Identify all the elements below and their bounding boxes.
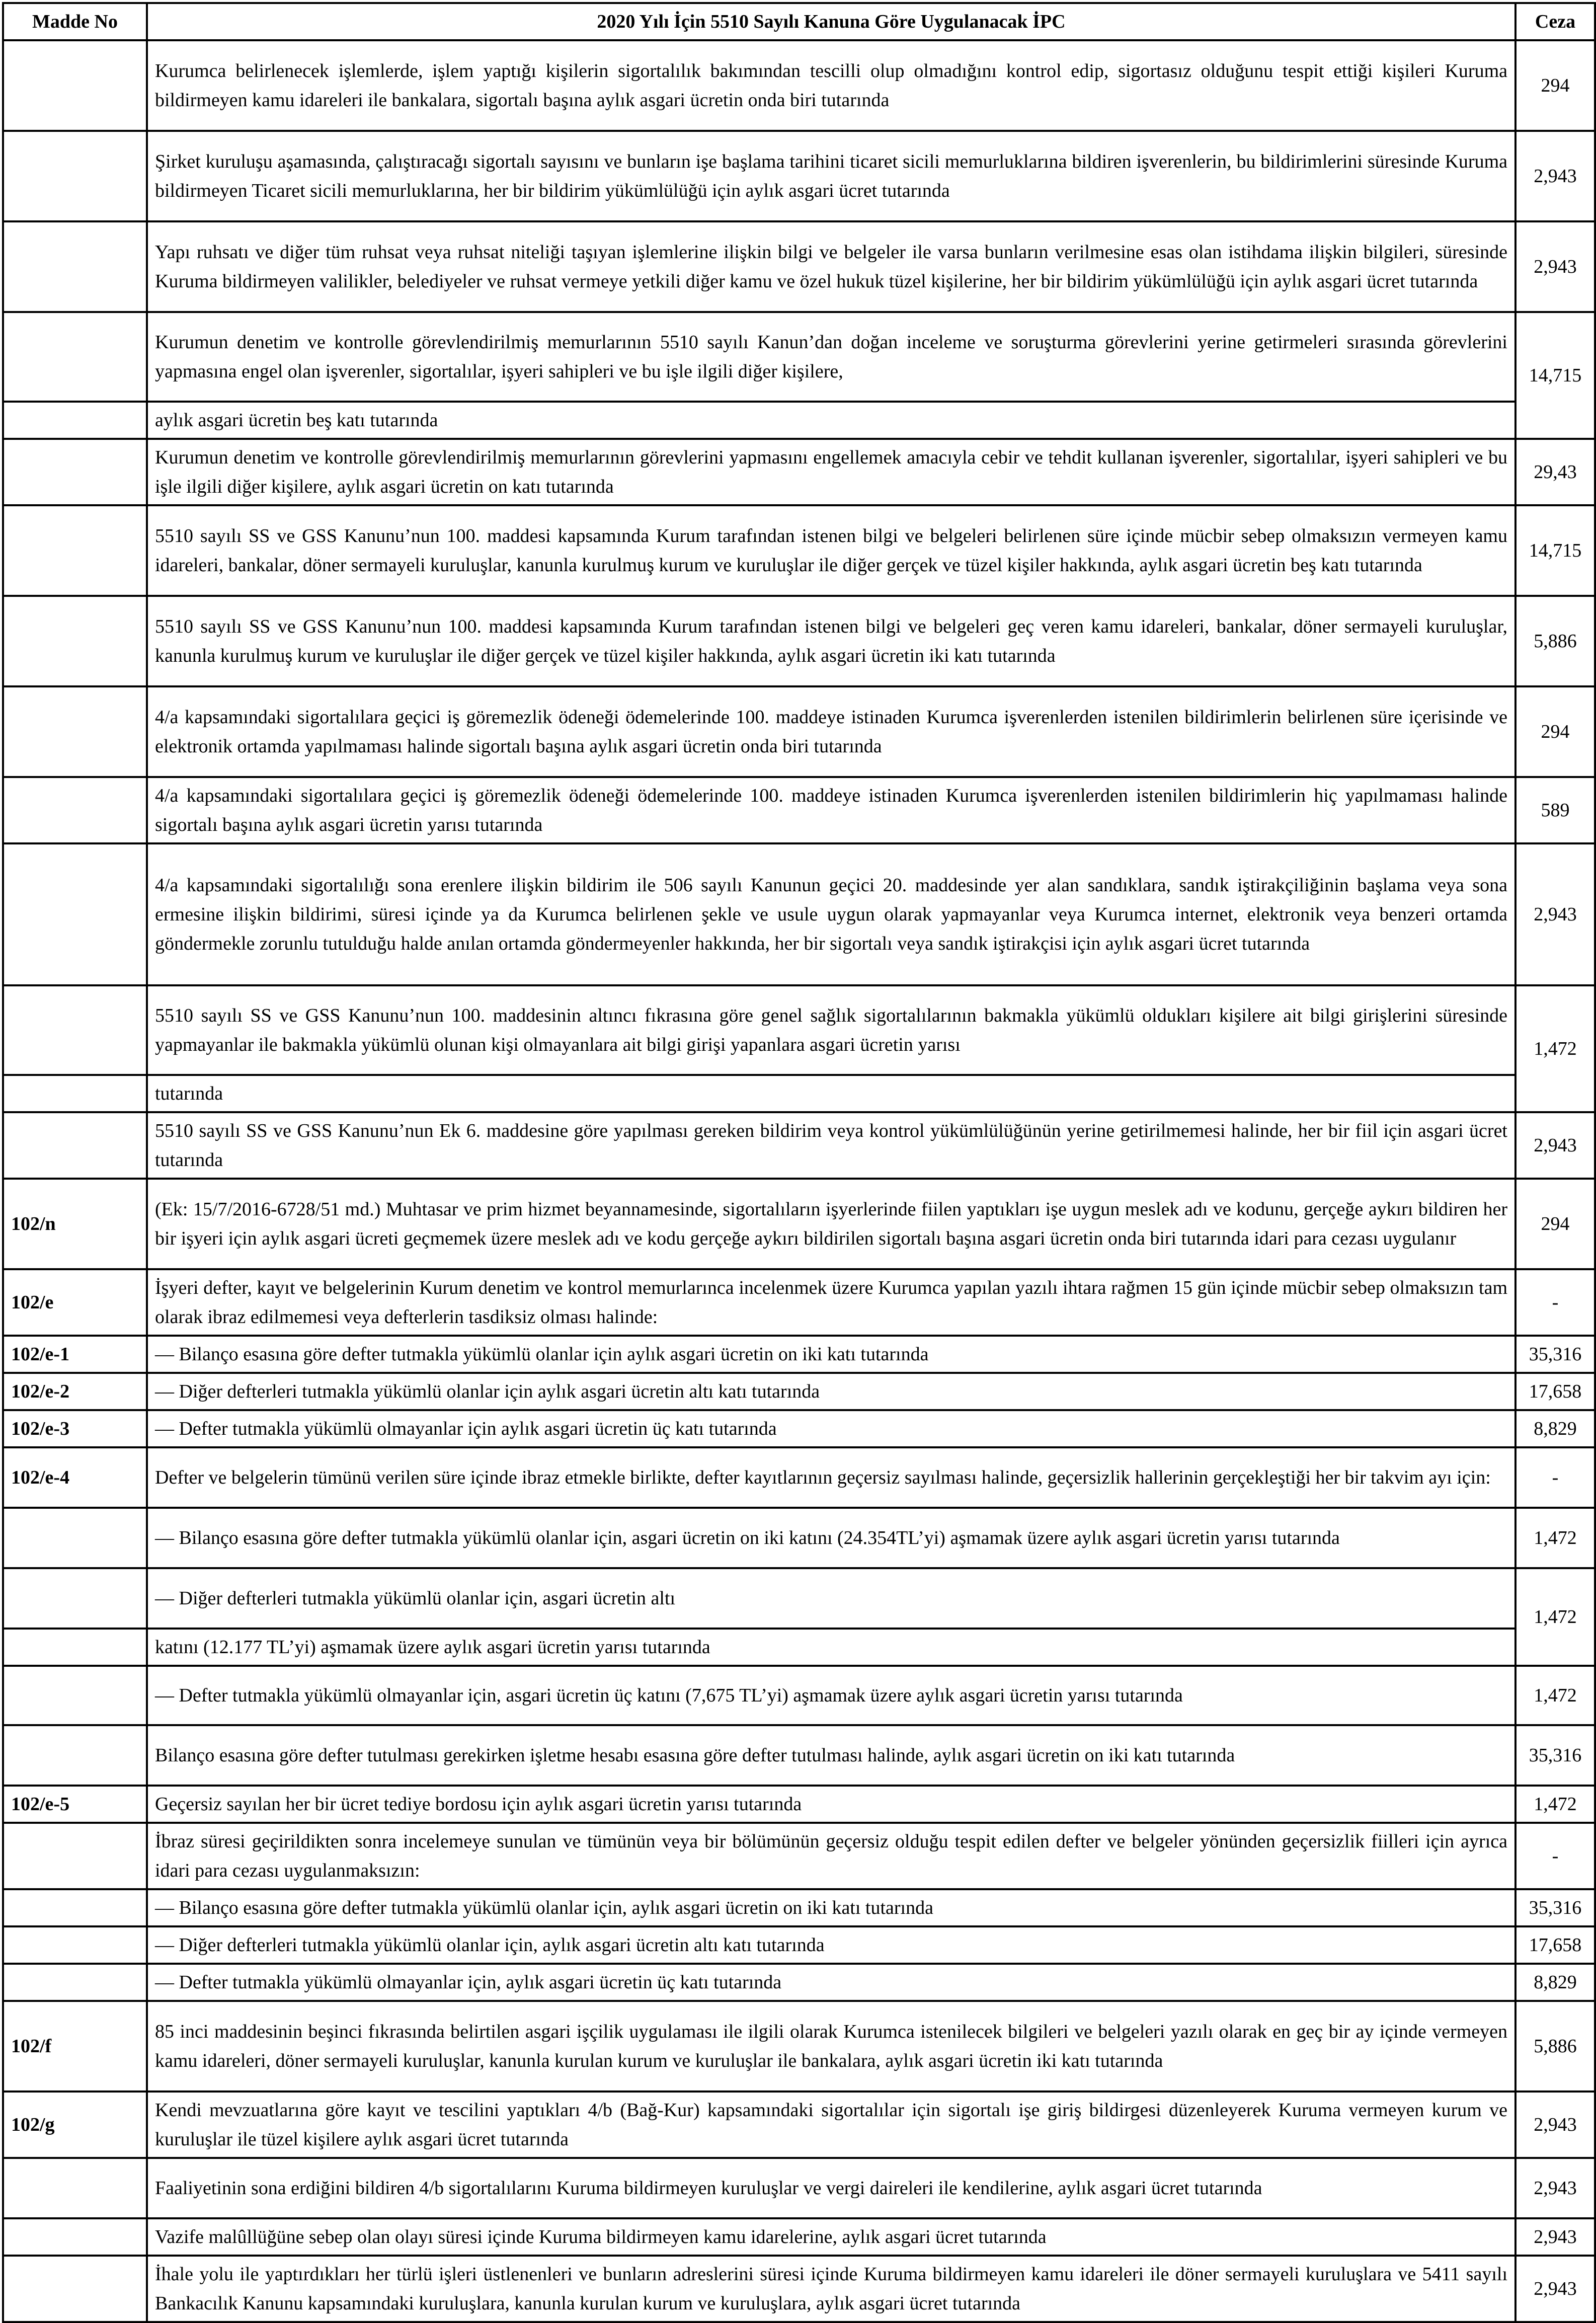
table-row bbox=[3, 40, 1595, 131]
madde-no-cell bbox=[3, 777, 147, 843]
description-cell: Faaliyetinin sona erdiğini bildiren 4/b sigortalılarını Kuruma bildirmeyen kuruluşlar ve vergi daireleri ile kendilerine, aylık asgari ücret tutarında bbox=[147, 2158, 1515, 2218]
madde-no-cell bbox=[3, 1823, 147, 1889]
penalty-amount-cell: 2,943 bbox=[1515, 221, 1595, 312]
table-row bbox=[3, 2256, 1595, 2322]
madde-no-cell: 102/e bbox=[3, 1269, 147, 1336]
table-row bbox=[3, 1447, 1595, 1508]
madde-no-cell bbox=[3, 40, 147, 131]
penalty-amount-cell: 1,472 bbox=[1515, 985, 1595, 1112]
description-cell: 4/a kapsamındaki sigortalılara geçici iş göremezlik ödeneği ödemelerinde 100. maddeye istinaden Kurumca işverenlerden istenilen bildirimlerin belirlenen süre içerisinde ve elektronik ortamda yapılmaması halinde sigortalı başına aylık asgari ücretin onda biri tutarında bbox=[147, 686, 1515, 777]
penalty-amount-cell: 1,472 bbox=[1515, 1666, 1595, 1725]
madde-no-cell bbox=[3, 1725, 147, 1786]
table-row bbox=[3, 2158, 1595, 2218]
table-row bbox=[3, 777, 1595, 843]
madde-no-cell bbox=[3, 221, 147, 312]
table-row bbox=[3, 1568, 1595, 1629]
madde-no-cell bbox=[3, 985, 147, 1075]
penalty-amount-cell: 35,316 bbox=[1515, 1725, 1595, 1786]
description-cell: Yapı ruhsatı ve diğer tüm ruhsat veya ruhsat niteliği taşıyan işlemlerine ilişkin bilgi ve belgeler ile varsa bunların verilmesine esas olan istihdama ilişkin bilgileri, süresinde Kuruma bildirmeyen valilikler, belediyeler ve ruhsat vermeye yetkili diğer kamu ve özel hukuk tüzel kişilerine, her bir bildirim yükümlülüğü için aylık asgari ücret tutarında bbox=[147, 221, 1515, 312]
table-row bbox=[3, 1336, 1595, 1373]
header-ceza: Ceza bbox=[1515, 3, 1595, 40]
madde-no-cell bbox=[3, 843, 147, 985]
penalty-amount-cell: 2,943 bbox=[1515, 2092, 1595, 2158]
description-cell: — Bilanço esasına göre defter tutmakla yükümlü olanlar için, aylık asgari ücretin on iki katı tutarında bbox=[147, 1889, 1515, 1926]
table-row bbox=[3, 221, 1595, 312]
penalty-amount-cell: 5,886 bbox=[1515, 596, 1595, 686]
penalty-amount-cell: 17,658 bbox=[1515, 1926, 1595, 1964]
penalty-amount-cell: - bbox=[1515, 1269, 1595, 1336]
description-cell: İşyeri defter, kayıt ve belgelerinin Kurum denetim ve kontrol memurlarınca incelenmek üzere Kurumca yapılan yazılı ihtara rağmen 15 gün içinde mücbir sebep olmaksızın tam olarak ibraz edilmemesi veya defterlerin tasdiksiz olması halinde: bbox=[147, 1269, 1515, 1336]
description-cell: 5510 sayılı SS ve GSS Kanunu’nun 100. maddesi kapsamında Kurum tarafından istenen bilgi ve belgeleri geç veren kamu idareleri, bankalar, döner sermayeli kuruluşlar, kanunla kurulmuş kurum ve kuruluşlar ile diğer gerçek ve tüzel kişiler hakkında, aylık asgari ücretin iki katı tutarında bbox=[147, 596, 1515, 686]
penalty-amount-cell: 5,886 bbox=[1515, 2001, 1595, 2092]
header-row bbox=[3, 3, 1595, 40]
madde-no-cell bbox=[3, 1964, 147, 2001]
penalty-amount-cell: 35,316 bbox=[1515, 1336, 1595, 1373]
description-cell: Kurumca belirlenecek işlemlerde, işlem yaptığı kişilerin sigortalılık bakımından tescilli olup olmadığını kontrol edip, sigortasız olduğunu tespit ettiği kişileri Kuruma bildirmeyen kamu idareleri ile bankalara, sigortalı başına aylık asgari ücretin onda biri tutarında bbox=[147, 40, 1515, 131]
madde-no-cell: 102/g bbox=[3, 2092, 147, 2158]
description-cell: Defter ve belgelerin tümünü verilen süre içinde ibraz etmekle birlikte, defter kayıtlarının geçersiz sayılması halinde, geçersizlik hallerinin gerçekleştiği her bir takvim ayı için: bbox=[147, 1447, 1515, 1508]
table-row bbox=[3, 1666, 1595, 1725]
description-cell: 4/a kapsamındaki sigortalılara geçici iş göremezlik ödeneği ödemelerinde 100. maddeye istinaden Kurumca işverenlerden istenilen bildirimlerin hiç yapılmaması halinde sigortalı başına aylık asgari ücretin yarısı tutarında bbox=[147, 777, 1515, 843]
table-row bbox=[3, 686, 1595, 777]
madde-no-cell bbox=[3, 596, 147, 686]
table-row bbox=[3, 1373, 1595, 1410]
table-row bbox=[3, 505, 1595, 596]
description-cell: 5510 sayılı SS ve GSS Kanunu’nun Ek 6. maddesine göre yapılması gereken bildirim veya kontrol yükümlülüğünün yerine getirilmemesi halinde, her bir fiil için asgari ücret tutarında bbox=[147, 1112, 1515, 1179]
description-cell: 85 inci maddesinin beşinci fıkrasında belirtilen asgari işçilik uygulaması ile ilgili olarak Kurumca istenilecek bilgileri ve belgeleri yazılı olarak en geç bir ay içinde vermeyen kamu idareleri, döner sermayeli kuruluşlar, kanunla kurulan kurum ve kuruluşlar ile bankalara, aylık asgari ücretin iki katı tutarında bbox=[147, 2001, 1515, 2092]
description-cell: 5510 sayılı SS ve GSS Kanunu’nun 100. maddesinin altıncı fıkrasına göre genel sağlık sigortalılarının bakmakla yükümlü oldukları kişilere ait bilgi girişlerini süresinde yapmayanlar ile bakmakla yükümlü olunan kişi olmayanlara ait bilgi girişi yapanlara asgari ücretin yarısı bbox=[147, 985, 1515, 1075]
penalty-amount-cell: 8,829 bbox=[1515, 1964, 1595, 2001]
table-row bbox=[3, 2001, 1595, 2092]
madde-no-cell bbox=[3, 686, 147, 777]
madde-no-cell: 102/f bbox=[3, 2001, 147, 2092]
description-cell: — Diğer defterleri tutmakla yükümlü olanlar için aylık asgari ücretin altı katı tutarında bbox=[147, 1373, 1515, 1410]
madde-no-cell: 102/e-5 bbox=[3, 1786, 147, 1823]
table-row bbox=[3, 1075, 1595, 1112]
penalty-amount-cell: 1,472 bbox=[1515, 1786, 1595, 1823]
madde-no-cell bbox=[3, 131, 147, 221]
table-row bbox=[3, 1179, 1595, 1269]
header-title: 2020 Yılı İçin 5510 Sayılı Kanuna Göre Uygulanacak İPC bbox=[147, 3, 1515, 40]
table-row bbox=[3, 131, 1595, 221]
table-row bbox=[3, 439, 1595, 505]
madde-no-cell: 102/e-2 bbox=[3, 1373, 147, 1410]
penalty-amount-cell: 2,943 bbox=[1515, 2158, 1595, 2218]
description-cell: — Diğer defterleri tutmakla yükümlü olanlar için, asgari ücretin altı bbox=[147, 1568, 1515, 1629]
madde-no-cell: 102/n bbox=[3, 1179, 147, 1269]
table-row bbox=[3, 1725, 1595, 1786]
table-row bbox=[3, 1629, 1595, 1666]
madde-no-cell bbox=[3, 1889, 147, 1926]
penalty-amount-cell: 8,829 bbox=[1515, 1410, 1595, 1447]
description-cell: İhale yolu ile yaptırdıkları her türlü işleri üstlenenleri ve bunların adreslerini süresi içinde Kuruma bildirmeyen kamu idareleri ile döner sermayeli kuruluşlara ve 5411 sayılı Bankacılık Kanunu kapsamındaki kuruluşlara, kanunla kurulan kurum ve kuruluşlara, aylık asgari ücret tutarında bbox=[147, 2256, 1515, 2322]
description-cell: — Defter tutmakla yükümlü olmayanlar için, asgari ücretin üç katını (7,675 TL’yi) aşmamak üzere aylık asgari ücretin yarısı tutarında bbox=[147, 1666, 1515, 1725]
table-row bbox=[3, 1926, 1595, 1964]
description-cell: Vazife malûllüğüne sebep olan olayı süresi içinde Kuruma bildirmeyen kamu idarelerine, aylık asgari ücret tutarında bbox=[147, 2218, 1515, 2256]
table-row bbox=[3, 1823, 1595, 1889]
description-cell: — Diğer defterleri tutmakla yükümlü olanlar için, aylık asgari ücretin altı katı tutarında bbox=[147, 1926, 1515, 1964]
madde-no-cell bbox=[3, 2158, 147, 2218]
penalty-amount-cell: 1,472 bbox=[1515, 1508, 1595, 1568]
madde-no-cell: 102/e-3 bbox=[3, 1410, 147, 1447]
table-row bbox=[3, 1269, 1595, 1336]
table-row bbox=[3, 1410, 1595, 1447]
description-cell: aylık asgari ücretin beş katı tutarında bbox=[147, 402, 1515, 439]
description-cell: (Ek: 15/7/2016-6728/51 md.) Muhtasar ve prim hizmet beyannamesinde, sigortalıların işyerlerinde fiilen yaptıkları işe uygun meslek adı ve kodunu, gerçeğe aykırı bildiren her bir işyeri için aylık asgari ücreti geçmemek üzere meslek adı ve kodu gerçeğe aykırı bildirilen sigortalı başına asgari ücretin onda biri tutarında idari para cezası uygulanır bbox=[147, 1179, 1515, 1269]
table-row bbox=[3, 2218, 1595, 2256]
penalty-amount-cell: 2,943 bbox=[1515, 2256, 1595, 2322]
madde-no-cell bbox=[3, 1666, 147, 1725]
penalty-amount-cell: 14,715 bbox=[1515, 312, 1595, 439]
penalty-table bbox=[2, 2, 1596, 2323]
madde-no-cell bbox=[3, 1112, 147, 1179]
penalty-amount-cell: 589 bbox=[1515, 777, 1595, 843]
madde-no-cell: 102/e-4 bbox=[3, 1447, 147, 1508]
penalty-amount-cell: 294 bbox=[1515, 686, 1595, 777]
penalty-amount-cell: - bbox=[1515, 1823, 1595, 1889]
madde-no-cell: 102/e-1 bbox=[3, 1336, 147, 1373]
table-row bbox=[3, 843, 1595, 985]
table-row bbox=[3, 1508, 1595, 1568]
description-cell: 4/a kapsamındaki sigortalılığı sona erenlere ilişkin bildirim ile 506 sayılı Kanunun geçici 20. maddesinde yer alan sandıklara, sandık iştirakçiliğinin başlama veya sona ermesine ilişkin bildirimi, süresi içinde ya da Kurumca belirlenen şekle ve usule uygun olarak yapmayanlar veya Kurumca internet, elektronik veya benzeri ortamda göndermekle zorunlu tutulduğu halde anılan ortamda göndermeyenler hakkında, her bir sigortalı veya sandık iştirakçisi için aylık asgari ücret tutarında bbox=[147, 843, 1515, 985]
madde-no-cell bbox=[3, 1926, 147, 1964]
description-cell: — Defter tutmakla yükümlü olmayanlar için, aylık asgari ücretin üç katı tutarında bbox=[147, 1964, 1515, 2001]
description-cell: katını (12.177 TL’yi) aşmamak üzere aylık asgari ücretin yarısı tutarında bbox=[147, 1629, 1515, 1666]
penalty-amount-cell: 14,715 bbox=[1515, 505, 1595, 596]
table-row bbox=[3, 312, 1595, 402]
table-row bbox=[3, 1889, 1595, 1926]
penalty-amount-cell: 2,943 bbox=[1515, 131, 1595, 221]
madde-no-cell bbox=[3, 1629, 147, 1666]
description-cell: 5510 sayılı SS ve GSS Kanunu’nun 100. maddesi kapsamında Kurum tarafından istenen bilgi ve belgeleri belirlenen süre içinde mücbir sebep olmaksızın vermeyen kamu idareleri, bankalar, döner sermayeli kuruluşlar, kanunla kurulmuş kurum ve kuruluşlar ile diğer gerçek ve tüzel kişiler hakkında, aylık asgari ücretin beş katı tutarında bbox=[147, 505, 1515, 596]
description-cell: — Bilanço esasına göre defter tutmakla yükümlü olanlar için aylık asgari ücretin on iki katı tutarında bbox=[147, 1336, 1515, 1373]
description-cell: — Defter tutmakla yükümlü olmayanlar için aylık asgari ücretin üç katı tutarında bbox=[147, 1410, 1515, 1447]
penalty-amount-cell: 294 bbox=[1515, 1179, 1595, 1269]
table-row bbox=[3, 596, 1595, 686]
description-cell: tutarında bbox=[147, 1075, 1515, 1112]
penalty-amount-cell: 2,943 bbox=[1515, 1112, 1595, 1179]
table-row bbox=[3, 985, 1595, 1075]
table-row bbox=[3, 2092, 1595, 2158]
description-cell: — Bilanço esasına göre defter tutmakla yükümlü olanlar için, asgari ücretin on iki katını (24.354TL’yi) aşmamak üzere aylık asgari ücretin yarısı tutarında bbox=[147, 1508, 1515, 1568]
madde-no-cell bbox=[3, 1568, 147, 1629]
penalty-amount-cell: 17,658 bbox=[1515, 1373, 1595, 1410]
penalty-amount-cell: 2,943 bbox=[1515, 2218, 1595, 2256]
description-cell: Kurumun denetim ve kontrolle görevlendirilmiş memurlarının görevlerini yapmasını engellemek amacıyla cebir ve tehdit kullanan işverenler, sigortalılar, işyeri sahipleri ve bu işle ilgili diğer kişilere, aylık asgari ücretin on katı tutarında bbox=[147, 439, 1515, 505]
description-cell: Geçersiz sayılan her bir ücret tediye bordosu için aylık asgari ücretin yarısı tutarında bbox=[147, 1786, 1515, 1823]
penalty-amount-cell: 2,943 bbox=[1515, 843, 1595, 985]
description-cell: İbraz süresi geçirildikten sonra incelemeye sunulan ve tümünün veya bir bölümünün geçersiz olduğu tespit edilen defter ve belgeler yönünden geçersizlik fiilleri için ayrıca idari para cezası uygulanmaksızın: bbox=[147, 1823, 1515, 1889]
madde-no-cell bbox=[3, 439, 147, 505]
description-cell: Şirket kuruluşu aşamasında, çalıştıracağı sigortalı sayısını ve bunların işe başlama tarihini ticaret sicili memurluklarına bildiren işverenlerin, bu bildirimlerini süresinde Kuruma bildirmeyen Ticaret sicili memurluklarına, her bir bildirim yükümlülüğü için aylık asgari ücret tutarında bbox=[147, 131, 1515, 221]
penalty-amount-cell: 294 bbox=[1515, 40, 1595, 131]
table-row bbox=[3, 1112, 1595, 1179]
madde-no-cell bbox=[3, 312, 147, 402]
madde-no-cell bbox=[3, 2218, 147, 2256]
madde-no-cell bbox=[3, 1508, 147, 1568]
madde-no-cell bbox=[3, 1075, 147, 1112]
madde-no-cell bbox=[3, 505, 147, 596]
madde-no-cell bbox=[3, 402, 147, 439]
description-cell: Kendi mevzuatlarına göre kayıt ve tescilini yaptıkları 4/b (Bağ-Kur) kapsamındaki sigortalılar için sigortalı işe giriş bildirgesi düzenleyerek Kuruma vermeyen kurum ve kuruluşlar ile tüzel kişilere aylık asgari ücret tutarında bbox=[147, 2092, 1515, 2158]
penalty-amount-cell: - bbox=[1515, 1447, 1595, 1508]
header-madde-no: Madde No bbox=[3, 3, 147, 40]
penalty-amount-cell: 1,472 bbox=[1515, 1568, 1595, 1666]
table-row bbox=[3, 402, 1595, 439]
description-cell: Kurumun denetim ve kontrolle görevlendirilmiş memurlarının 5510 sayılı Kanun’dan doğan inceleme ve soruşturma görevlerini yerine getirmeleri sırasında görevlerini yapmasına engel olan işverenler, sigortalılar, işyeri sahipleri ve bu işle ilgili diğer kişilere, bbox=[147, 312, 1515, 402]
table-row bbox=[3, 1964, 1595, 2001]
table-row bbox=[3, 1786, 1595, 1823]
madde-no-cell bbox=[3, 2256, 147, 2322]
penalty-amount-cell: 35,316 bbox=[1515, 1889, 1595, 1926]
description-cell: Bilanço esasına göre defter tutulması gerekirken işletme hesabı esasına göre defter tutulması halinde, aylık asgari ücretin on iki katı tutarında bbox=[147, 1725, 1515, 1786]
penalty-amount-cell: 29,43 bbox=[1515, 439, 1595, 505]
